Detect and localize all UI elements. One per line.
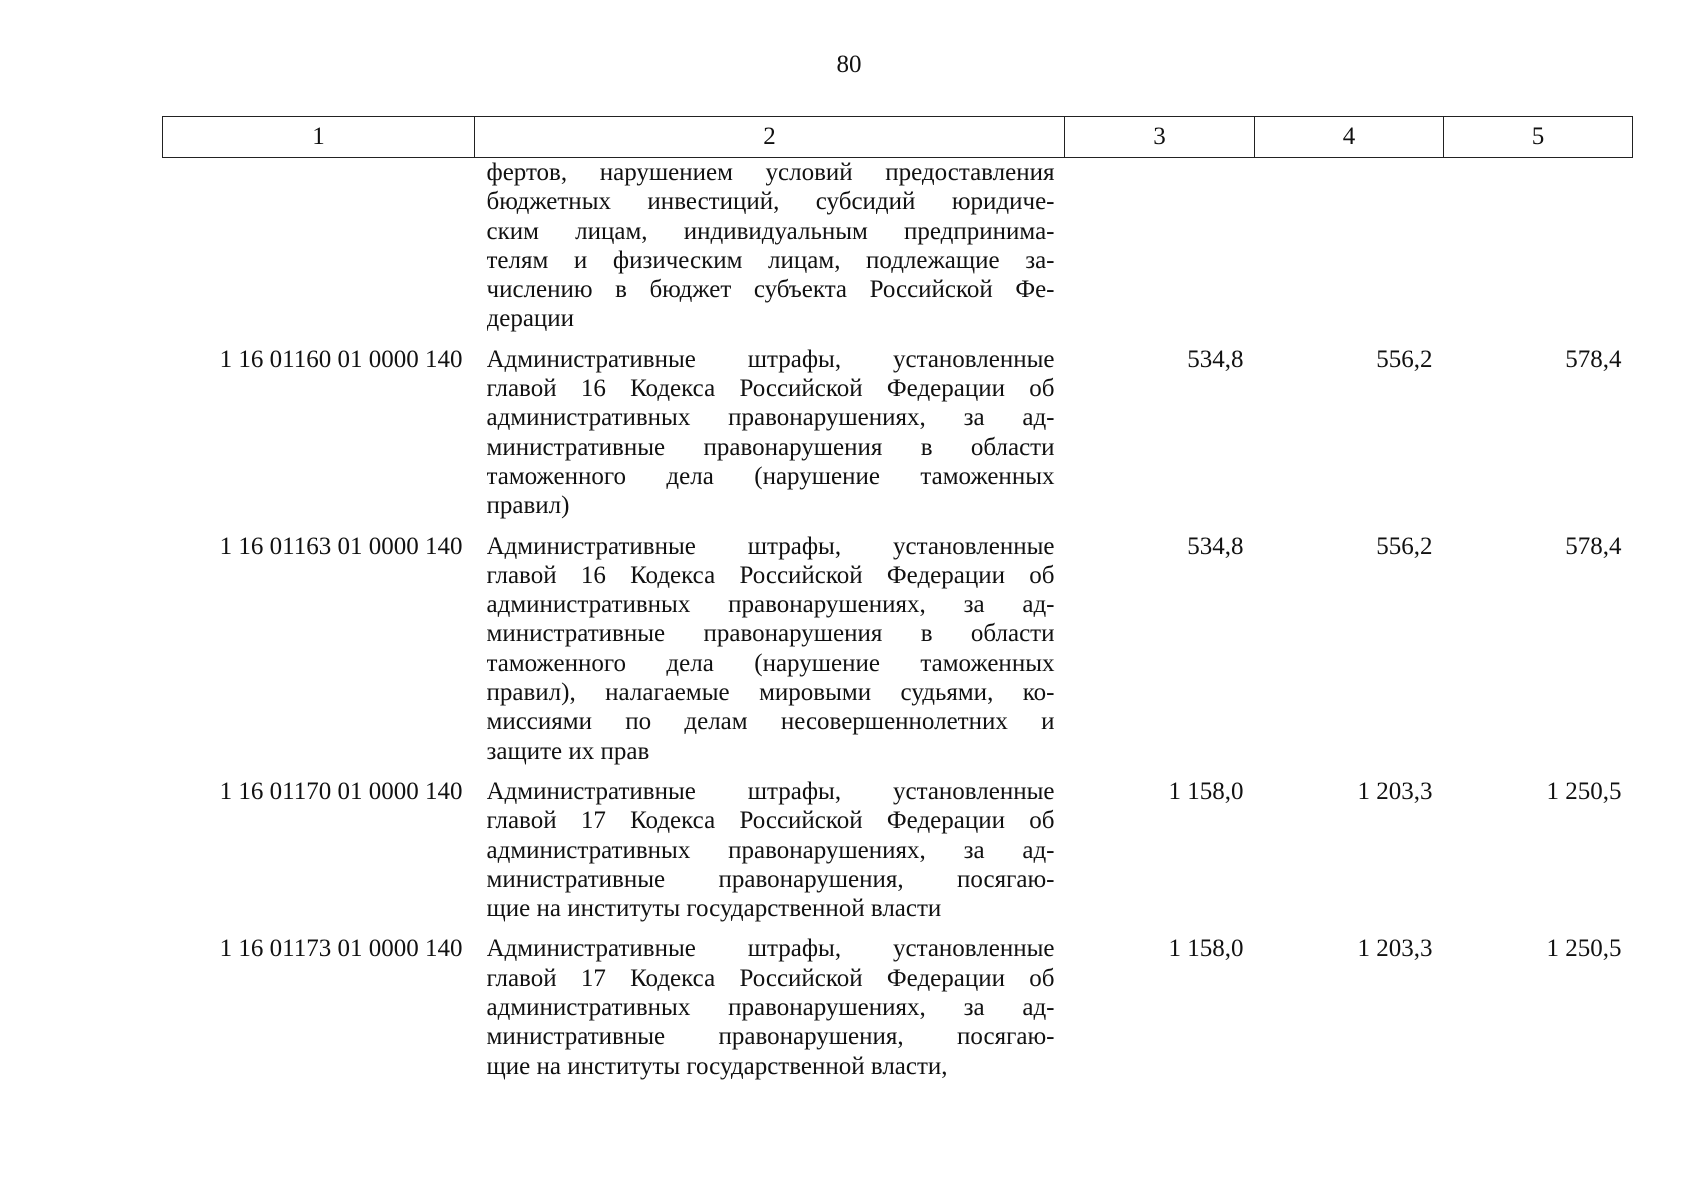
description-line: административных правонарушениях, за ад- (486, 404, 1055, 432)
table-row (163, 923, 1633, 1080)
description-line: правил), налагаемые мировыми судьями, ко- (486, 679, 1055, 707)
continuation-row (163, 158, 1633, 334)
header-col-4: 4 (1255, 117, 1444, 158)
description-cell (475, 334, 1065, 521)
description-line: Административные штрафы, установленные (486, 345, 1055, 373)
description-line: главой 17 Кодекса Российской Федерации об (486, 807, 1055, 835)
header-col-2: 2 (475, 117, 1065, 158)
value-col-3-cell: 1 158,0 (1168, 935, 1244, 963)
description-line: Административные штрафы, установленные (486, 935, 1055, 963)
budget-code-cell: 1 16 01163 01 0000 140 (219, 532, 463, 560)
description-line: дерации (486, 305, 575, 333)
description-line: ским лицам, индивидуальным предпринима- (486, 217, 1055, 245)
value-col-5-cell: 1 250,5 (1546, 935, 1622, 963)
value-col-4-cell: 556,2 (1376, 532, 1433, 560)
description-line: административных правонарушениях, за ад- (486, 836, 1055, 864)
value-col-3-cell: 534,8 (1187, 345, 1244, 373)
value-col-3-cell: 534,8 (1187, 532, 1244, 560)
table-body (163, 158, 1633, 1081)
header-col-1: 1 (163, 117, 475, 158)
budget-code-cell: 1 16 01160 01 0000 140 (219, 345, 463, 373)
description-line: министративные правонарушения в области (486, 620, 1055, 648)
description-line: правил) (486, 492, 570, 520)
description-cell (475, 923, 1065, 1080)
description-cell (475, 766, 1065, 923)
table-header (163, 117, 1633, 158)
description-line: щие на институты государственной власти (486, 895, 942, 923)
budget-code-cell: 1 16 01173 01 0000 140 (219, 935, 463, 963)
table-row (163, 521, 1633, 766)
description-line: Административные штрафы, установленные (486, 532, 1055, 560)
description-line: миссиями по делам несовершеннолетних и (486, 708, 1055, 736)
description-line: главой 16 Кодекса Российской Федерации об (486, 561, 1055, 589)
value-col-5-cell: 578,4 (1565, 532, 1622, 560)
description-line: щие на институты государственной власти, (486, 1052, 948, 1080)
description-line: административных правонарушениях, за ад- (486, 994, 1055, 1022)
description-line: бюджетных инвестиций, субсидий юридиче- (486, 188, 1055, 216)
value-2026-cell (1444, 158, 1633, 334)
description-line: главой 17 Кодекса Российской Федерации об (486, 964, 1055, 992)
description-cell (475, 521, 1065, 766)
value-2024-cell (1065, 158, 1255, 334)
description-line: министративные правонарушения, посягаю- (486, 865, 1055, 893)
value-col-4-cell: 1 203,3 (1357, 935, 1433, 963)
table-row (163, 334, 1633, 521)
value-col-3-cell: 1 158,0 (1168, 777, 1244, 805)
header-col-3: 3 (1065, 117, 1255, 158)
description-line: административных правонарушениях, за ад- (486, 591, 1055, 619)
description-line: таможенного дела (нарушение таможенных (486, 462, 1055, 490)
description-line: фертов, нарушением условий предоставления (486, 159, 1055, 186)
description-line: защите их прав (486, 737, 650, 765)
description-line: главой 16 Кодекса Российской Федерации об (486, 375, 1055, 403)
header-row (163, 117, 1633, 158)
value-col-4-cell: 556,2 (1376, 345, 1433, 373)
value-col-5-cell: 578,4 (1565, 345, 1622, 373)
description-line: Административные штрафы, установленные (486, 777, 1055, 805)
revenue-table (162, 116, 1633, 1081)
value-col-5-cell: 1 250,5 (1546, 777, 1622, 805)
page-number: 80 (836, 51, 862, 78)
description-line: таможенного дела (нарушение таможенных (486, 649, 1055, 677)
description-line: телям и физическим лицам, подлежащие за- (486, 246, 1055, 274)
value-2025-cell (1255, 158, 1444, 334)
description-line: числению в бюджет субъекта Российской Фе- (486, 276, 1055, 304)
table-row (163, 766, 1633, 923)
header-col-5: 5 (1444, 117, 1633, 158)
budget-code-cell: 1 16 01170 01 0000 140 (219, 777, 463, 805)
value-col-4-cell: 1 203,3 (1357, 777, 1433, 805)
description-line: министративные правонарушения, посягаю- (486, 1023, 1055, 1051)
description-line: министративные правонарушения в области (486, 433, 1055, 461)
code-cell (163, 158, 475, 334)
description-cell (475, 158, 1065, 334)
